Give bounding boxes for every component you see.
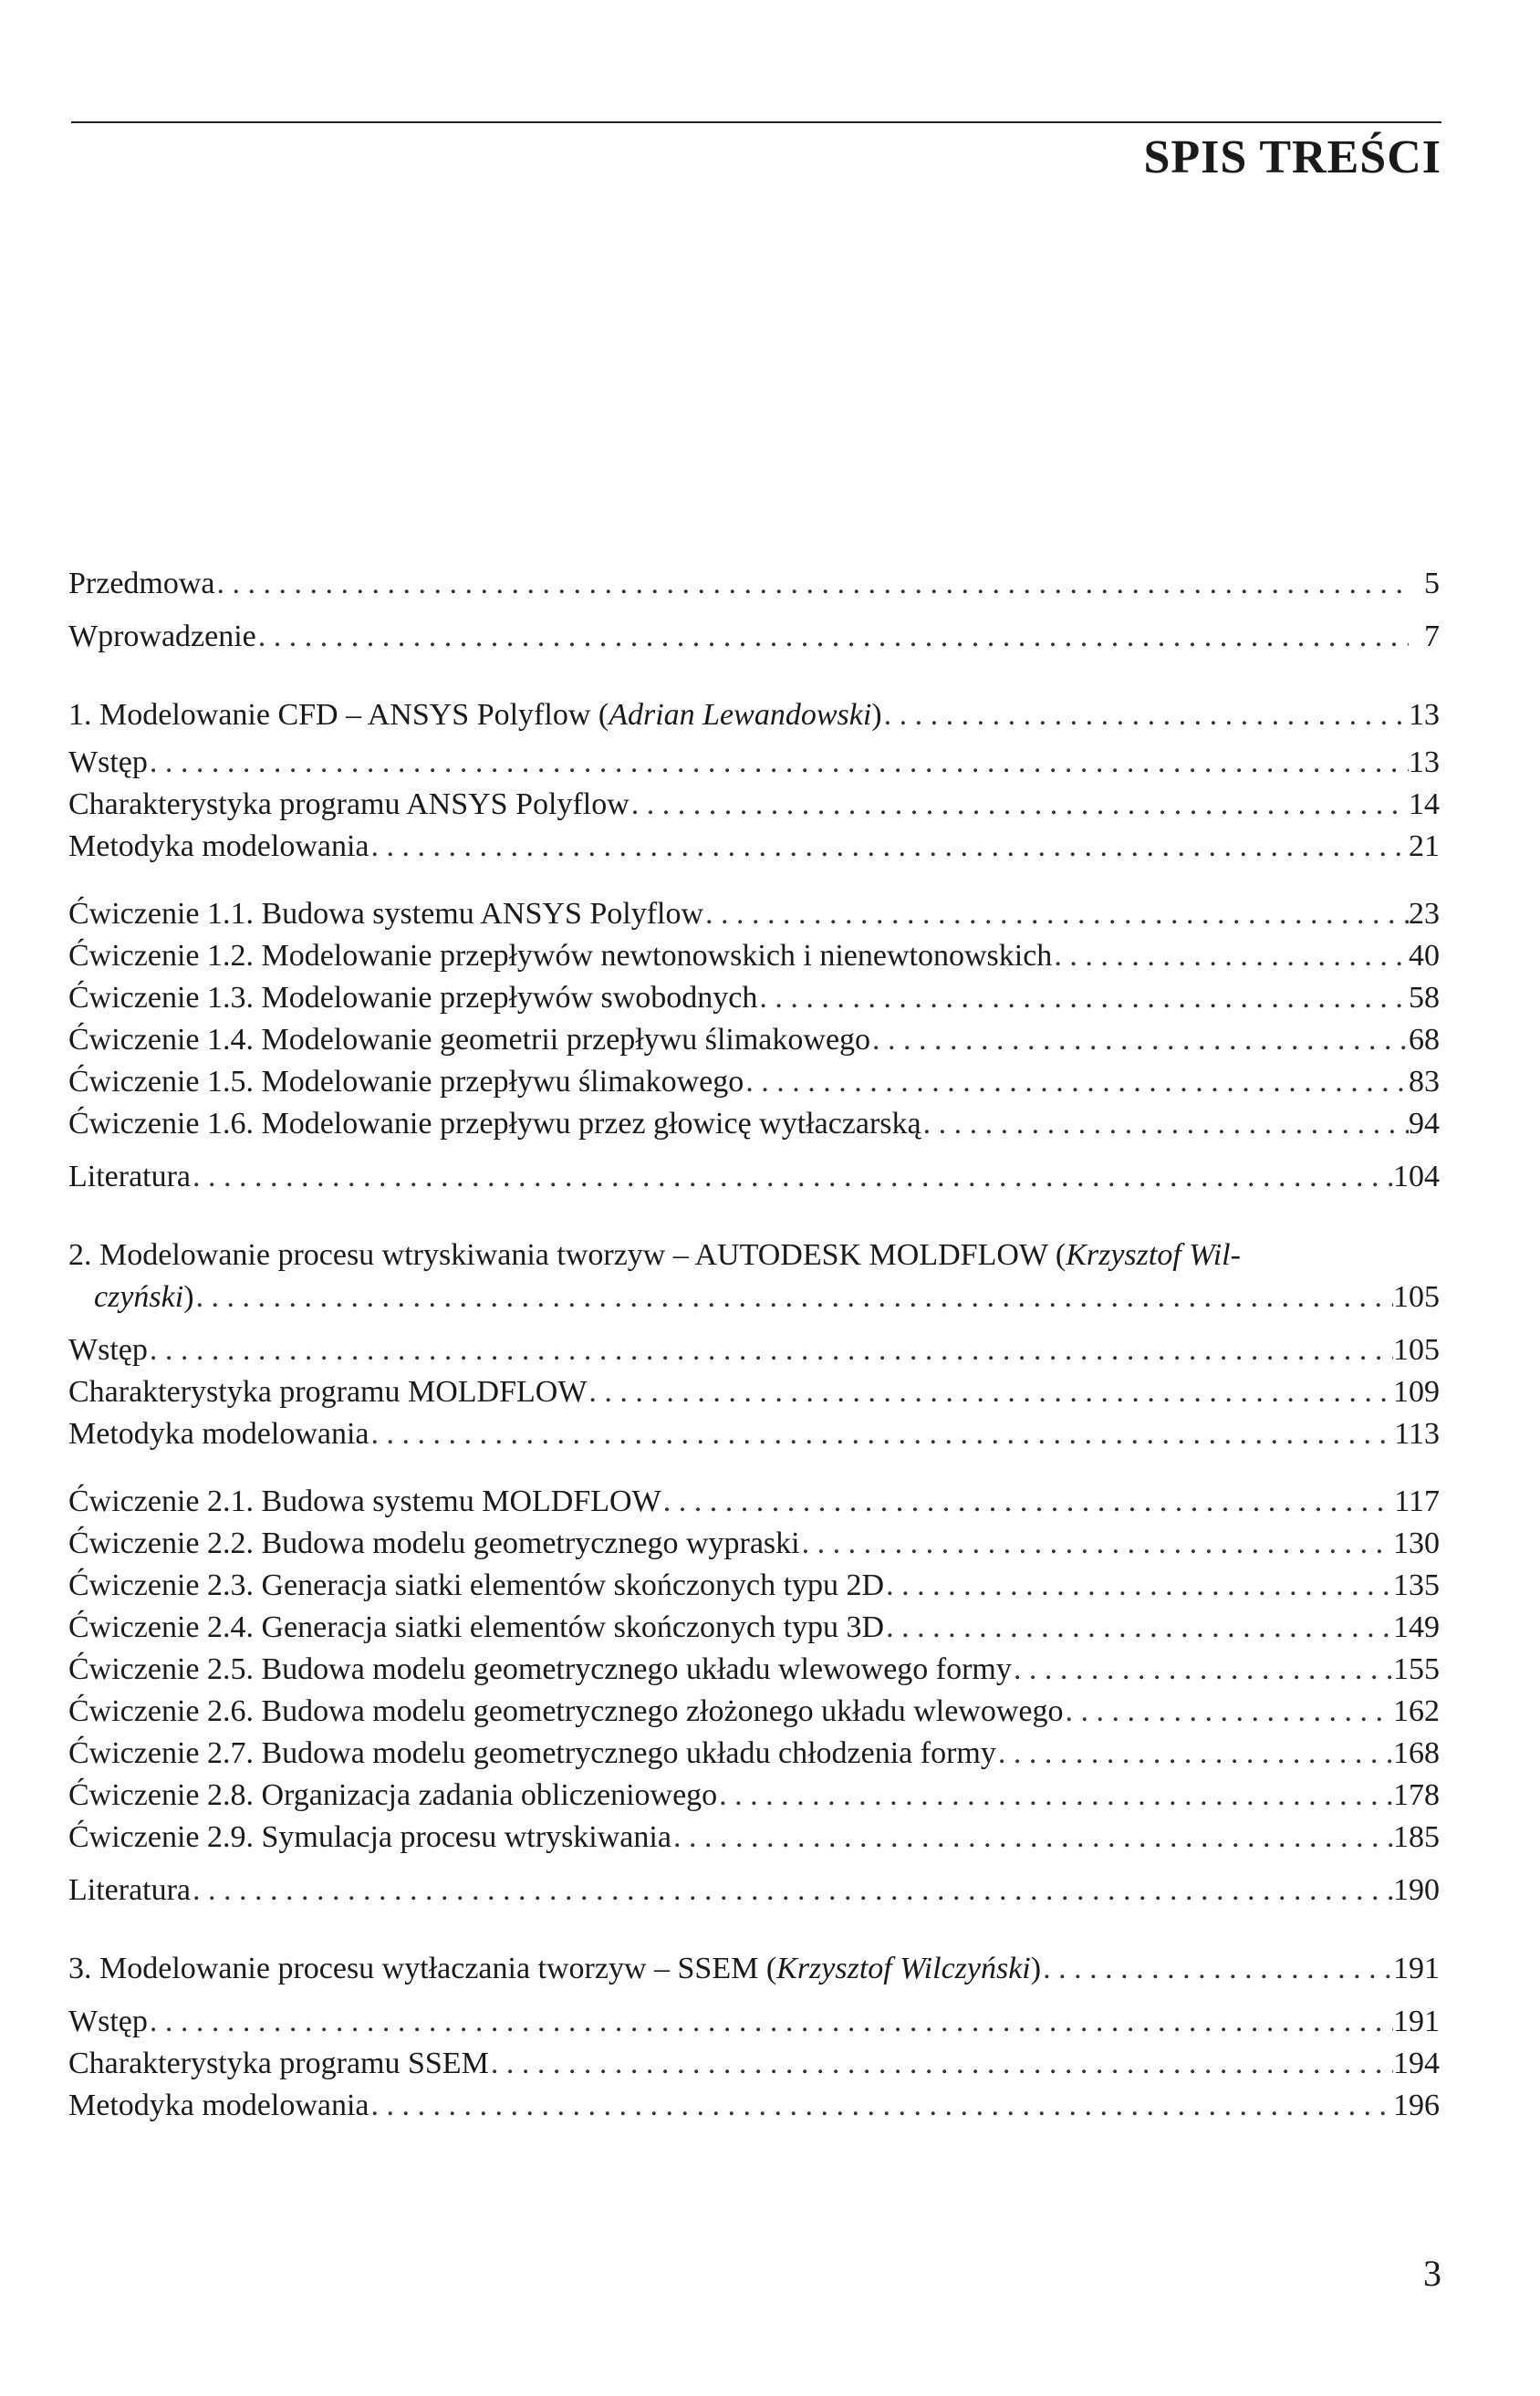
toc-entry-label: Ćwiczenie 2.9. Symulacja procesu wtryskiwania xyxy=(68,1820,671,1854)
toc-leader-dots xyxy=(882,694,1409,736)
toc-entry-page: 162 xyxy=(1393,1694,1440,1728)
toc-chapter-1 xyxy=(68,694,1440,736)
toc-entry-page: 130 xyxy=(1393,1526,1440,1560)
toc-leader-dots xyxy=(369,1413,1395,1455)
toc-entry-label: Literatura xyxy=(68,1160,192,1193)
toc-leader-dots xyxy=(191,1870,1393,1912)
toc-entry-page: 113 xyxy=(1394,1417,1440,1451)
toc-entry-page: 5 xyxy=(1424,567,1440,600)
toc-entry-label: Ćwiczenie 2.8. Organizacja zadania obliczeniowego xyxy=(68,1778,718,1812)
toc-entry-label: Ćwiczenie 1.2. Modelowanie przepływów newtonowskich i nienewtonowskich xyxy=(68,939,1053,973)
toc-entry xyxy=(68,1565,1440,1607)
page-title: SPIS TREŚCI xyxy=(1143,131,1441,183)
toc-leader-dots xyxy=(996,1733,1393,1775)
toc-entry-label: Ćwiczenie 1.4. Modelowanie geometrii przepływu ślimakowego xyxy=(68,1023,871,1057)
toc-entry-page: 14 xyxy=(1409,787,1440,821)
toc-entry xyxy=(68,1870,1440,1912)
toc-leader-dots xyxy=(1064,1691,1393,1733)
toc-entry-page: 155 xyxy=(1393,1652,1440,1686)
toc-entry xyxy=(68,893,1440,935)
toc-entry-page: 58 xyxy=(1409,981,1440,1015)
toc-leader-dots xyxy=(661,1481,1395,1523)
toc-entry xyxy=(68,1371,1440,1413)
toc-entry-page: 23 xyxy=(1409,897,1440,931)
toc-entry-label: Ćwiczenie 2.3. Generacja siatki elementów skończonych typu 2D xyxy=(68,1568,885,1602)
toc-entry xyxy=(68,1413,1440,1455)
toc-entry xyxy=(68,1103,1440,1145)
toc-entry-label: Charakterystyka programu ANSYS Polyflow xyxy=(68,787,630,821)
toc-entry-page: 105 xyxy=(1393,1333,1440,1367)
toc-chapter-2 xyxy=(68,1234,1440,1318)
toc-entry-label: Charakterystyka programu SSEM xyxy=(68,2047,489,2080)
toc-entry-label: Ćwiczenie 1.5. Modelowanie przepływu ślimakowego xyxy=(68,1065,744,1099)
toc-entry-label: 2. Modelowanie procesu wtryskiwania tworzyw – AUTODESK MOLDFLOW (Krzysztof Wil- xyxy=(68,1238,1241,1272)
toc-entry-label: Charakterystyka programu MOLDFLOW xyxy=(68,1375,588,1409)
toc-entry-page: 94 xyxy=(1409,1107,1440,1141)
toc-leader-dots xyxy=(884,1565,1393,1607)
toc-entry-label: Ćwiczenie 2.2. Budowa modelu geometrycznego wypraski xyxy=(68,1526,800,1560)
toc-entry-continuation xyxy=(68,1276,1440,1318)
toc-entry xyxy=(68,935,1440,977)
toc-entry-wprowadzenie xyxy=(68,616,1440,658)
toc-chapter-3 xyxy=(68,1948,1440,1990)
toc-author: czyński xyxy=(94,1280,184,1314)
toc-entry-przedmowa xyxy=(68,563,1440,605)
toc-entry-label: Wstęp xyxy=(68,1333,148,1367)
toc-author: Krzysztof Wilczyński xyxy=(776,1952,1031,1985)
toc-entry xyxy=(68,742,1440,784)
toc-entry-label: Metodyka modelowania xyxy=(68,1417,369,1451)
toc-entry-label: Ćwiczenie 2.5. Budowa modelu geometrycznego układu wlewowego formy xyxy=(68,1652,1012,1686)
table-of-contents xyxy=(68,563,1440,2127)
toc-entry-label: czyński) xyxy=(94,1280,194,1314)
toc-entry-label: Wprowadzenie xyxy=(68,620,256,653)
toc-entry-page: 168 xyxy=(1393,1736,1440,1770)
toc-leader-dots xyxy=(369,826,1409,868)
toc-entry-page: 135 xyxy=(1393,1568,1440,1602)
toc-entry-page: 7 xyxy=(1424,620,1440,653)
toc-entry xyxy=(68,2085,1440,2127)
toc-entry-label: Ćwiczenie 2.1. Budowa systemu MOLDFLOW xyxy=(68,1484,661,1518)
toc-leader-dots xyxy=(703,893,1409,935)
toc-author: Krzysztof Wil- xyxy=(1066,1238,1241,1272)
toc-entry-page: 117 xyxy=(1394,1484,1440,1518)
toc-leader-dots xyxy=(630,784,1409,826)
toc-leader-dots xyxy=(148,1329,1393,1371)
toc-entry-label: 1. Modelowanie CFD – ANSYS Polyflow (Adrian Lewandowski) xyxy=(68,698,882,732)
toc-leader-dots xyxy=(215,563,1409,605)
toc-leader-dots xyxy=(921,1103,1409,1145)
toc-entry xyxy=(68,1329,1440,1371)
toc-entry xyxy=(68,1019,1440,1061)
toc-entry-page: 104 xyxy=(1393,1160,1440,1193)
toc-leader-dots xyxy=(587,1371,1393,1413)
toc-entry-label: 3. Modelowanie procesu wytłaczania tworzyw – SSEM (Krzysztof Wilczyński) xyxy=(68,1952,1042,1985)
toc-entry-page: 191 xyxy=(1393,1952,1440,1985)
toc-entry xyxy=(68,977,1440,1019)
toc-entry-page: 149 xyxy=(1393,1610,1440,1644)
toc-entry-label: Ćwiczenie 2.6. Budowa modelu geometrycznego złożonego układu wlewowego xyxy=(68,1694,1064,1728)
toc-entry-label: Ćwiczenie 2.7. Budowa modelu geometrycznego układu chłodzenia formy xyxy=(68,1736,996,1770)
toc-entry-label: Literatura xyxy=(68,1873,192,1907)
toc-leader-dots xyxy=(800,1523,1393,1565)
toc-entry-page: 109 xyxy=(1393,1375,1440,1409)
toc-entry-page: 13 xyxy=(1409,698,1440,732)
toc-entry xyxy=(68,1817,1440,1859)
toc-leader-dots xyxy=(489,2043,1393,2085)
toc-leader-dots xyxy=(194,1276,1393,1318)
toc-entry xyxy=(68,2043,1440,2085)
toc-leader-dots xyxy=(191,1156,1393,1198)
toc-entry-page: 194 xyxy=(1393,2047,1440,2080)
toc-leader-dots xyxy=(256,616,1409,658)
toc-entry-label: Ćwiczenie 1.1. Budowa systemu ANSYS Polyflow xyxy=(68,897,704,931)
header-rule xyxy=(71,121,1441,123)
toc-leader-dots xyxy=(744,1061,1409,1103)
toc-entry xyxy=(68,1691,1440,1733)
toc-entry-page: 105 xyxy=(1393,1280,1440,1314)
toc-entry-label: Metodyka modelowania xyxy=(68,2089,369,2122)
toc-entry xyxy=(68,1481,1440,1523)
toc-leader-dots xyxy=(884,1607,1393,1649)
toc-entry xyxy=(68,2001,1440,2043)
toc-entry-label: Ćwiczenie 1.3. Modelowanie przepływów swobodnych xyxy=(68,981,758,1015)
toc-entry xyxy=(68,1649,1440,1691)
toc-entry-page: 68 xyxy=(1409,1023,1440,1057)
toc-leader-dots xyxy=(148,742,1409,784)
page-number: 3 xyxy=(1423,2253,1441,2294)
toc-entry-page: 196 xyxy=(1393,2089,1440,2122)
toc-entry xyxy=(68,1733,1440,1775)
toc-entry-label: Przedmowa xyxy=(68,567,215,600)
toc-entry-page: 191 xyxy=(1393,2005,1440,2038)
toc-entry xyxy=(68,1061,1440,1103)
toc-entry-label: Ćwiczenie 1.6. Modelowanie przepływu przez głowicę wytłaczarską xyxy=(68,1107,921,1141)
toc-entry-page: 190 xyxy=(1393,1873,1440,1907)
toc-leader-dots xyxy=(757,977,1409,1019)
toc-entry-label: Wstęp xyxy=(68,745,148,779)
toc-entry-page: 21 xyxy=(1409,829,1440,863)
toc-entry-label: Metodyka modelowania xyxy=(68,829,369,863)
toc-entry xyxy=(68,1775,1440,1817)
toc-leader-dots xyxy=(1041,1948,1393,1990)
toc-entry-label: Ćwiczenie 2.4. Generacja siatki elementów skończonych typu 3D xyxy=(68,1610,885,1644)
toc-entry-page: 83 xyxy=(1409,1065,1440,1099)
toc-entry xyxy=(68,1607,1440,1649)
toc-leader-dots xyxy=(148,2001,1393,2043)
toc-entry xyxy=(68,826,1440,868)
toc-entry xyxy=(68,784,1440,826)
toc-entry-page: 178 xyxy=(1393,1778,1440,1812)
toc-entry-page: 13 xyxy=(1409,745,1440,779)
toc-entry-page: 185 xyxy=(1393,1820,1440,1854)
toc-entry-label: Wstęp xyxy=(68,2005,148,2038)
toc-entry xyxy=(68,1523,1440,1565)
toc-leader-dots xyxy=(717,1775,1393,1817)
toc-entry-page: 40 xyxy=(1409,939,1440,973)
toc-leader-dots xyxy=(1052,935,1409,977)
toc-author: Adrian Lewandowski xyxy=(609,698,872,732)
toc-entry xyxy=(68,1156,1440,1198)
toc-leader-dots xyxy=(671,1817,1393,1859)
toc-leader-dots xyxy=(1012,1649,1393,1691)
toc-leader-dots xyxy=(870,1019,1409,1061)
toc-leader-dots xyxy=(369,2085,1393,2127)
